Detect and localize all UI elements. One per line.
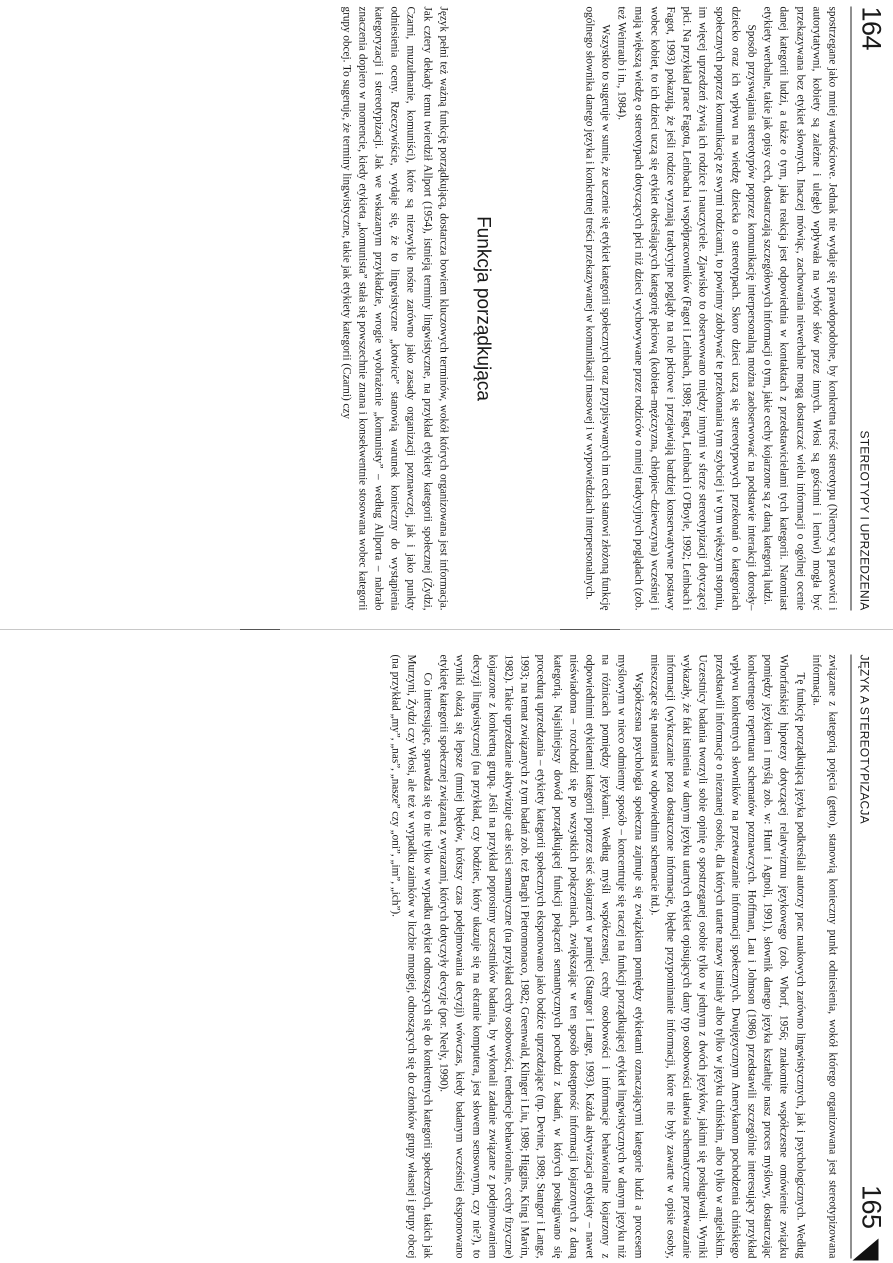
- left-page: [10, 7, 885, 611]
- paragraph: związane z kategorią pojęcia (getto), stanowią konieczny punkt odniesienia, wokół którego organizowana jest stereotypizowana informacja.: [810, 654, 839, 1259]
- right-page: [10, 655, 885, 1259]
- header-rule: [851, 655, 852, 1259]
- header-rule: [851, 7, 852, 611]
- fold-speck: [240, 629, 280, 630]
- corner-thumb-mark: [853, 1239, 879, 1261]
- paragraph: Sposób przyswajania stereotypów poprzez komunikację interpersonalną można zaobserwować na podstawie interakcji dorosły–dziecko oraz ich wpływu na wiedzę dziecka o stereotypach. Skoro dzieci uczą się stereotypowych przekonań o kategoriach społecznych poprzez komunikację ze swymi rodzicami, to powinny zdobywać te przekonania tym szybciej i w tym większym stopniu, im więcej uprzedzeń żywią ich rodzice i nauczyciele. Zjawisko to obserwowano między innymi w sferze stereotypizacji dotyczącej płci. Na przykład prace Fagota, Leinbacha i współpracowników (Fagot i Leinbach, 1989; Fagot, Leinbach i O'Boyle, 1992; Leinbach i Fagot, 1993) pokazują, że jeśli rodzice wyznają tradycyjne poglądy na role płciowe i przejawiają bardziej konserwatywne postawy wobec kobiet, to ich dzieci uczą się etykiet określających kategorię płciową (kobieta–mężczyzna, chłopiec–dziewczyna) wcześniej i mają większą wiedzę o stereotypach dotyczących płci niż dzieci wychowywane przez rodziców o mniej tradycyjnych poglądach (zob. też Weinraub i in., 1984).: [615, 6, 758, 611]
- page-body: [10, 655, 841, 1259]
- page-header: [851, 655, 885, 1259]
- paragraph: spostrzegane jako mniej wartościowe. Jednak nie wydaje się prawdopodobne, by konkretna treść stereotypu (Niemcy są pracowici i autorytatywni, kobiety są zależne i uległe) wpływała na wybór słów przez innych. Włosi są gościnni i leniwi) mogła być przekazywana bez etykiet słownych. Inaczej mówiąc, zachowania niewerbalne mogą dostarczać wielu informacji o ogólnej ocenie danej kategorii ludzi, a także o tym, jaka reakcja jest odpowiednia w kontaktach z przedstawicielami tych kategorii. Natomiast etykiety werbalne, takie jak opisy cech, dostarczają szczegółowych informacji o tym, jakie cechy kojarzone są z daną kategorią ludzi.: [761, 6, 839, 611]
- paragraph: Co interesujące, sprawdza się to nie tylko w wypadku etykiet odnoszących się do konkretnych kategorii społecznych, takich jak Murzyni, Żydzi czy Włosi, ale też w wypadku zaimków w liczbie mnogiej, odnoszących się do członków grupy własnej i grupy obcej (na przykład „my”, „nas”, „nasze” czy „oni”, „im”, „ich”).: [389, 654, 434, 1259]
- spread-fold-line: [0, 629, 893, 630]
- section-heading: Funkcja porządkująca: [472, 216, 494, 401]
- fold-speck: [560, 629, 620, 630]
- page-number: 165: [856, 1184, 887, 1229]
- page-number: 164: [856, 6, 887, 51]
- page-body: [10, 7, 841, 611]
- paragraph: Wszystko to sugeruje w sumie, że uczenie się etykiet kategorii społecznych oraz przypisywanych im cech stanowi złożoną funkcję ogólnego słownika danego języka i konkretnej treści przekazywanej w komunikacji masowej i w wypowiedziach interpersonalnych.: [583, 6, 612, 611]
- running-head: JĘZYK A STEREOTYPIZACJA: [857, 654, 872, 824]
- running-head: STEREOTYPY I UPRZEDZENIA: [857, 430, 872, 611]
- paragraph: Język pełni też ważną funkcję porządkującą, dostarcza bowiem kluczowych terminów, wokół których organizowana jest informacja. Jak cztery dekady temu twierdził Allport (1954), istnieją terminy lingwistyczne, na przykład etykiety kategorii społecznej (Żydzi, Czarni, muzułmanie, komuniści), które są niezwykle nośne zarówno jako zasady organizacji poznawczej, jak i jako punkty odniesienia oceny. Rzeczywiście, wydaje się, że to lingwistyczne „kotwice” stanowią warunek konieczny do wystąpienia kategoryzacji i stereotypizacji. Jak we wskazanym przykładzie, wrogie wyobrażenie „komunisty” – według Allporta – nabrało znaczenia dopiero w momencie, kiedy etykieta „komunista” stała się powszechnie znana i konsekwentnie stosowana wobec kategorii grupy obcej. To sugeruje, że terminy lingwistyczne, takie jak etykiety kategorii (Czarni) czy: [340, 6, 450, 611]
- page-header: [851, 7, 885, 611]
- paragraph: Tę funkcję porządkującą języka podkreślali autorzy prac naukowych zarówno lingwistycznych, jak i psychologicznych. Według Whorfańskiej hipotezy dotyczącej relatywizmu językowego (zob. Whorf, 1956; znakomite współczesne omówienie związku pomiędzy językiem i myślą zob. w: Hunt i Agnoli, 1991), słownik danego języka kształtuje nasz proces myślowy, dostarczając konkretnego repertuaru schematów poznawczych. Hoffman, Lau i Johnson (1986) przedstawili szczególnie interesujący przykład wpływu konkretnych słowników na przetwarzanie informacji społecznych. Dwujęzycznym Amerykanom pochodzenia chińskiego przedstawili informacje o nieznanej osobie, dla których utarte nazwy istniały albo tylko w języku chińskim, albo tylko w angielskim. Uczestnicy badania tworzyli sobie opinię o spostrzeganej osobie tylko w jednym z dwóch języków, jakimi się posługiwali. Wyniki wykazały, że fakt istnienia w danym języku utartych etykiet opisujących dany typ osobowości ułatwia schematyczne przetwarzanie informacji (wykraczanie poza dostarczone informacje, błędne przypominanie informacji, które nie były zawarte w opisie osoby, mieszczące się natomiast w odpowiednim schemacie itd.).: [648, 654, 807, 1259]
- paragraph: Współczesna psychologia społeczna zajmuje się związkiem pomiędzy etykietami oznaczającymi kategorie ludzi a procesem myślowym w nieco odmienny sposób – koncentruje się raczej na funkcji porządkującej etykiet lingwistycznych w danym języku niż na różnicach pomiędzy językami. Według myśli współczesnej, cechy osobowości i informacje behawioralne kojarzony z odpowiednimi etykietami kategorii poprzez sieć skojarzeń w pamięci (Stangor i Lange, 1993). Każda aktywizacja etykiety – nawet nieświadoma – rozchodzi się po wszystkich połączeniach, zwiększając w ten sposób dostępność informacji kojarzonych z daną kategorią. Najsilniejszy dowód porządkującej funkcji połączeń semantycznych pochodzi z badań, w których posługiwano się procedurą uprzedzania – etykiety kategorii społecznych eksponowano jako bodźce uprzedzające (np. Devine, 1989; Stangor i Lange, 1993; na temat związanych z tym badań zob. też Bargh i Pietromonaco, 1982; Greenwald, Klinger i Liu, 1989; Higgins, King i Mavin, 1982). Takie uprzedzanie aktywizuje całe sieci semantyczne (na przykład cechy osobowości, tendencje behawioralne, cechy fizyczne) kojarzone z konkretną grupą. Jeśli na przykład poprosimy uczestników badania, by wykonali zadanie związane z podejmowaniem decyzji lingwistycznej (na przykład, czy bodziec, który ukazuje się na ekranie komputera, jest słowem sensownym, czy nie?), to wyniki okażą się lepsze (mniej błędów, krótszy czas podejmowania decyzji) wówczas, kiedy badanym wcześniej eksponowano etykietę kategorii społecznej związaną z wyrazami, których dotyczyły decyzje (por. Neely, 1990).: [437, 654, 645, 1259]
